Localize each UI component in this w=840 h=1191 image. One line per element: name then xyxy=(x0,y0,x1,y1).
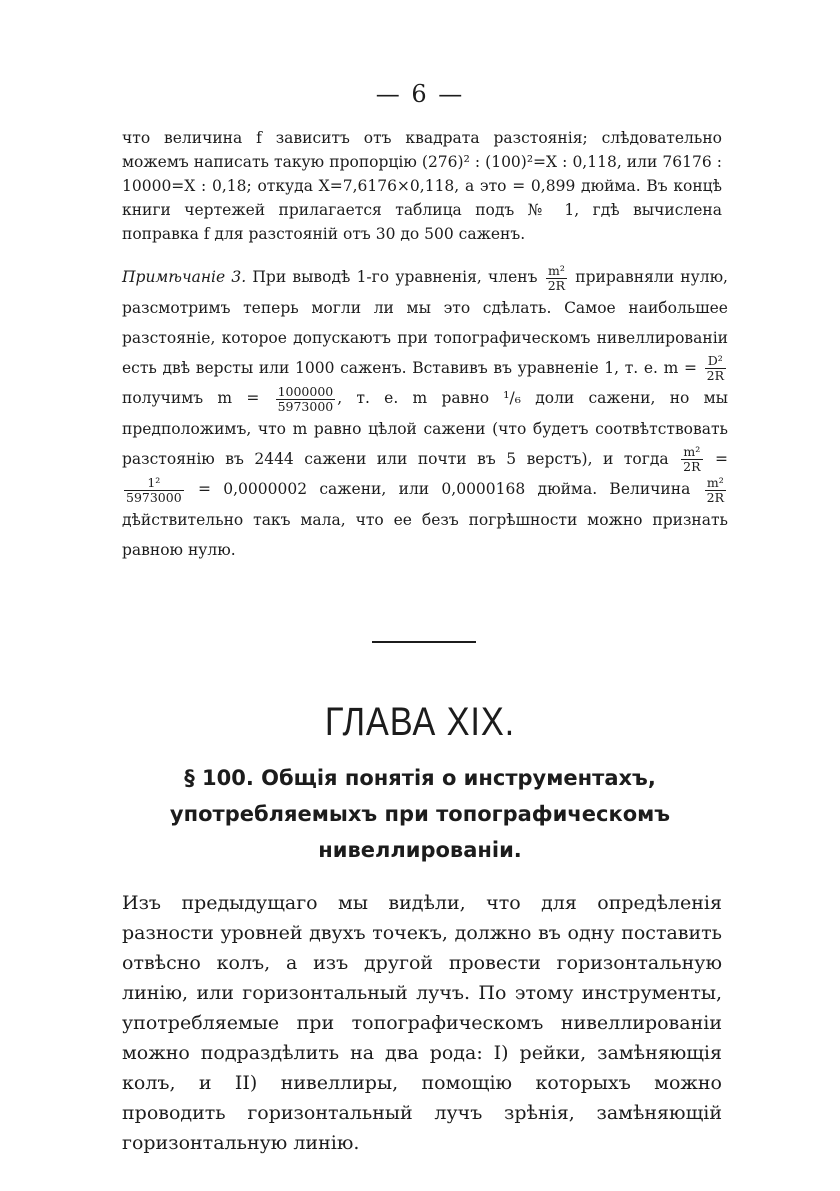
fraction-numerator: m² xyxy=(681,445,702,460)
fraction-denominator: 2R xyxy=(547,277,566,293)
fraction-D2-over-2R xyxy=(705,354,726,383)
fraction-1000000-over-5973000 xyxy=(276,385,336,414)
note-paragraph xyxy=(122,262,728,565)
section-heading: § 100. Общія понятія о инструментахъ, употребляемыхъ при топографическомъ нивеллированіи. xyxy=(169,766,671,862)
note-label: Примѣчаніе 3. xyxy=(122,268,247,286)
intro-paragraph: что величина f зависитъ отъ квадрата разстоянія; слѣдовательно можемъ написать такую пропорцію (276)² : (100)²=X : 0,118, или 76176 : 10000=X : 0,18; откуда X=7,6176×0,118, а это = 0,899 дюйма. Въ концѣ книги чертежей прилагается таблица подъ № 1, гдѣ вычислена поправка f для разстояній отъ 30 до 500 саженъ. xyxy=(122,129,722,243)
section-divider xyxy=(372,641,476,643)
fraction-denominator: 2R xyxy=(706,489,724,505)
fraction-denominator: 2R xyxy=(683,459,701,474)
fraction-denominator: 5973000 xyxy=(277,398,334,414)
note-text-5: = xyxy=(704,449,729,468)
fraction-denominator: 2R xyxy=(706,368,724,383)
fraction-numerator: 1² xyxy=(124,476,184,491)
fraction-numerator: D² xyxy=(705,354,726,369)
note-text-6: = 0,0000002 сажени, или 0,0000168 дюйма. Величина xyxy=(185,480,703,498)
fraction-1-over-5973000 xyxy=(124,476,184,505)
body-paragraph: Изъ предыдущаго мы видѣли, что для опредѣленія разности уровней двухъ точекъ, должно въ одну поставить отвѣсно колъ, а изъ другой провести горизонтальную линію, или горизонтальный лучъ. По этому инструменты, употребляемые при топографическомъ нивеллированіи можно подраздѣлить на два рода: I) рейки, замѣняющія колъ, и II) нивеллиры, помощію которыхъ можно проводить горизонтальный лучъ зрѣнія, замѣняющій горизонтальную линію. xyxy=(122,892,722,1154)
fraction-m2-over-2R xyxy=(681,445,702,474)
chapter-title: ГЛАВА XIX. xyxy=(324,700,516,744)
fraction-denominator: 5973000 xyxy=(126,489,182,505)
fraction-numerator: 1000000 xyxy=(277,383,334,399)
fraction-m2-over-2R xyxy=(705,476,726,505)
fraction-numerator: m² xyxy=(705,476,726,491)
fraction-numerator: m² xyxy=(546,264,567,279)
note-text-4: , т. е. m равно ¹/₆ доли сажени, но мы предположимъ, что m равно цѣлой сажени (что будетъ соотвѣтствовать разстоянію въ 2444 сажени или почти въ 5 верстъ), и тогда xyxy=(122,389,729,468)
page-number: — 6 — xyxy=(375,80,465,108)
fraction-m2-over-2R xyxy=(546,264,567,293)
note-text-3: получимъ m = xyxy=(122,389,274,407)
note-text-7: дѣйствительно такъ мала, что ее безъ погрѣшности можно признать равною нулю. xyxy=(122,510,728,559)
note-text-1: При выводѣ 1-го уравненія, членъ xyxy=(246,268,544,286)
note-text-2: приравняли нулю, разсмотримъ теперь могли ли мы это сдѣлать. Самое наибольшее разстояніе, которое допускаютъ при топографическомъ нивеллированіи есть двѣ версты или 1000 саженъ. Вставивъ въ уравненіе 1, т. е. m = xyxy=(122,268,728,377)
